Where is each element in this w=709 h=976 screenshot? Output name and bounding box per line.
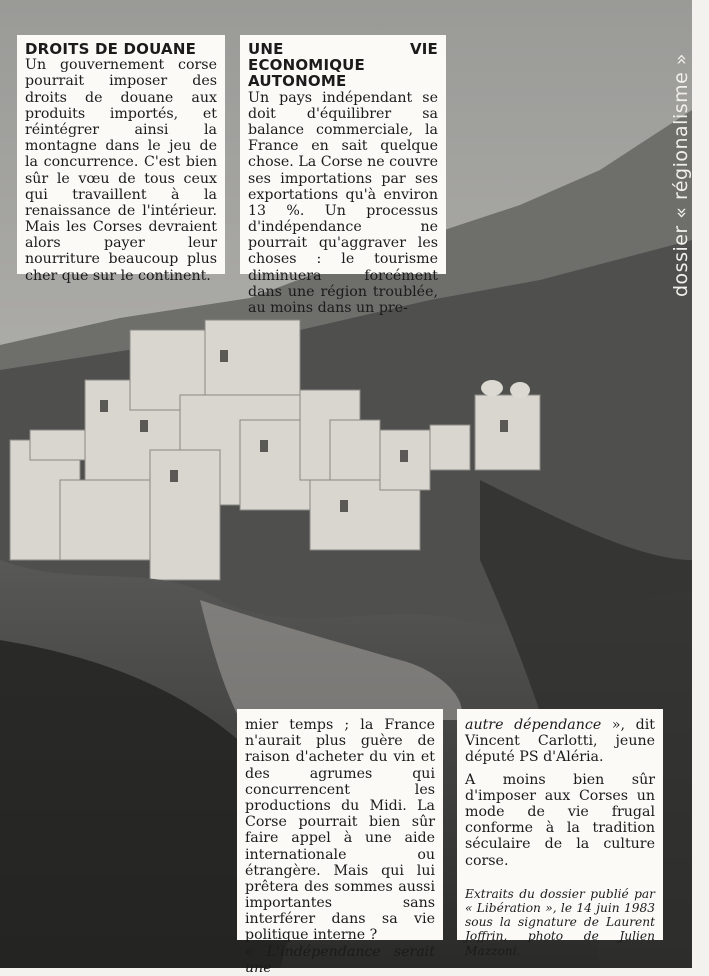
quote-start: « L'indépendance serait une: [245, 943, 435, 976]
economy-article: [240, 35, 446, 316]
conclusion-text: A moins bien sûr d'imposer aux Corses un mode de vie frugal conforme à la tradition séculaire de la culture corse.: [465, 771, 655, 869]
economy-body-part1: Un pays indépendant se doit d'équilibrer sa balance commerciale, la France en sait quelque chose. La Corse ne couvre ses importations par ses exportations qu'à environ 13 %. Un processus d'indépendance ne pourrait qu'aggraver les choses : le tourisme diminuera forcément dans une région troublée, au moins dans un pre-: [248, 89, 438, 316]
customs-body: Un gouvernement corse pourrait imposer des droits de douane aux produits importés, et réintégrer ainsi la montagne dans le jeu de la concurrence. C'est bien sûr le vœu de tous ceux qui travaillent à la renaissance de l'intérieur. Mais les Corses devraient alors payer leur nourriture beaucoup plus cher que sur le continent.: [25, 57, 217, 284]
economy-continuation: [237, 709, 443, 976]
quote-attribution: », dit Vincent Carlotti, jeune député PS d'Aléria.: [465, 717, 655, 766]
economy-body-part2: mier temps ; la France n'aurait plus guère de raison d'acheter du vin et des agrumes qui concurrencent les productions du Midi. La Corse pourrait bien sûr faire appel à une aide internationale ou étrangère. Mais qui lui prêtera des sommes aussi importantes sans interférer dans sa vie politique interne ?: [245, 717, 435, 944]
section-label: dossier « régionalisme »: [670, 52, 692, 298]
economy-title: UNE VIE ECONOMIQUE AUTONOME: [248, 40, 438, 91]
economy-conclusion: [457, 709, 663, 958]
customs-title: DROITS DE DOUANE: [25, 40, 197, 58]
source-credit: Extraits du dossier publié par « Libération », le 14 juin 1983 sous la signature de Laurent Joffrin, photo de Julien Mazzoni.: [465, 886, 655, 958]
customs-article: [17, 35, 225, 284]
quote-end: autre dépendance: [465, 717, 602, 733]
page-margin: [692, 0, 709, 968]
